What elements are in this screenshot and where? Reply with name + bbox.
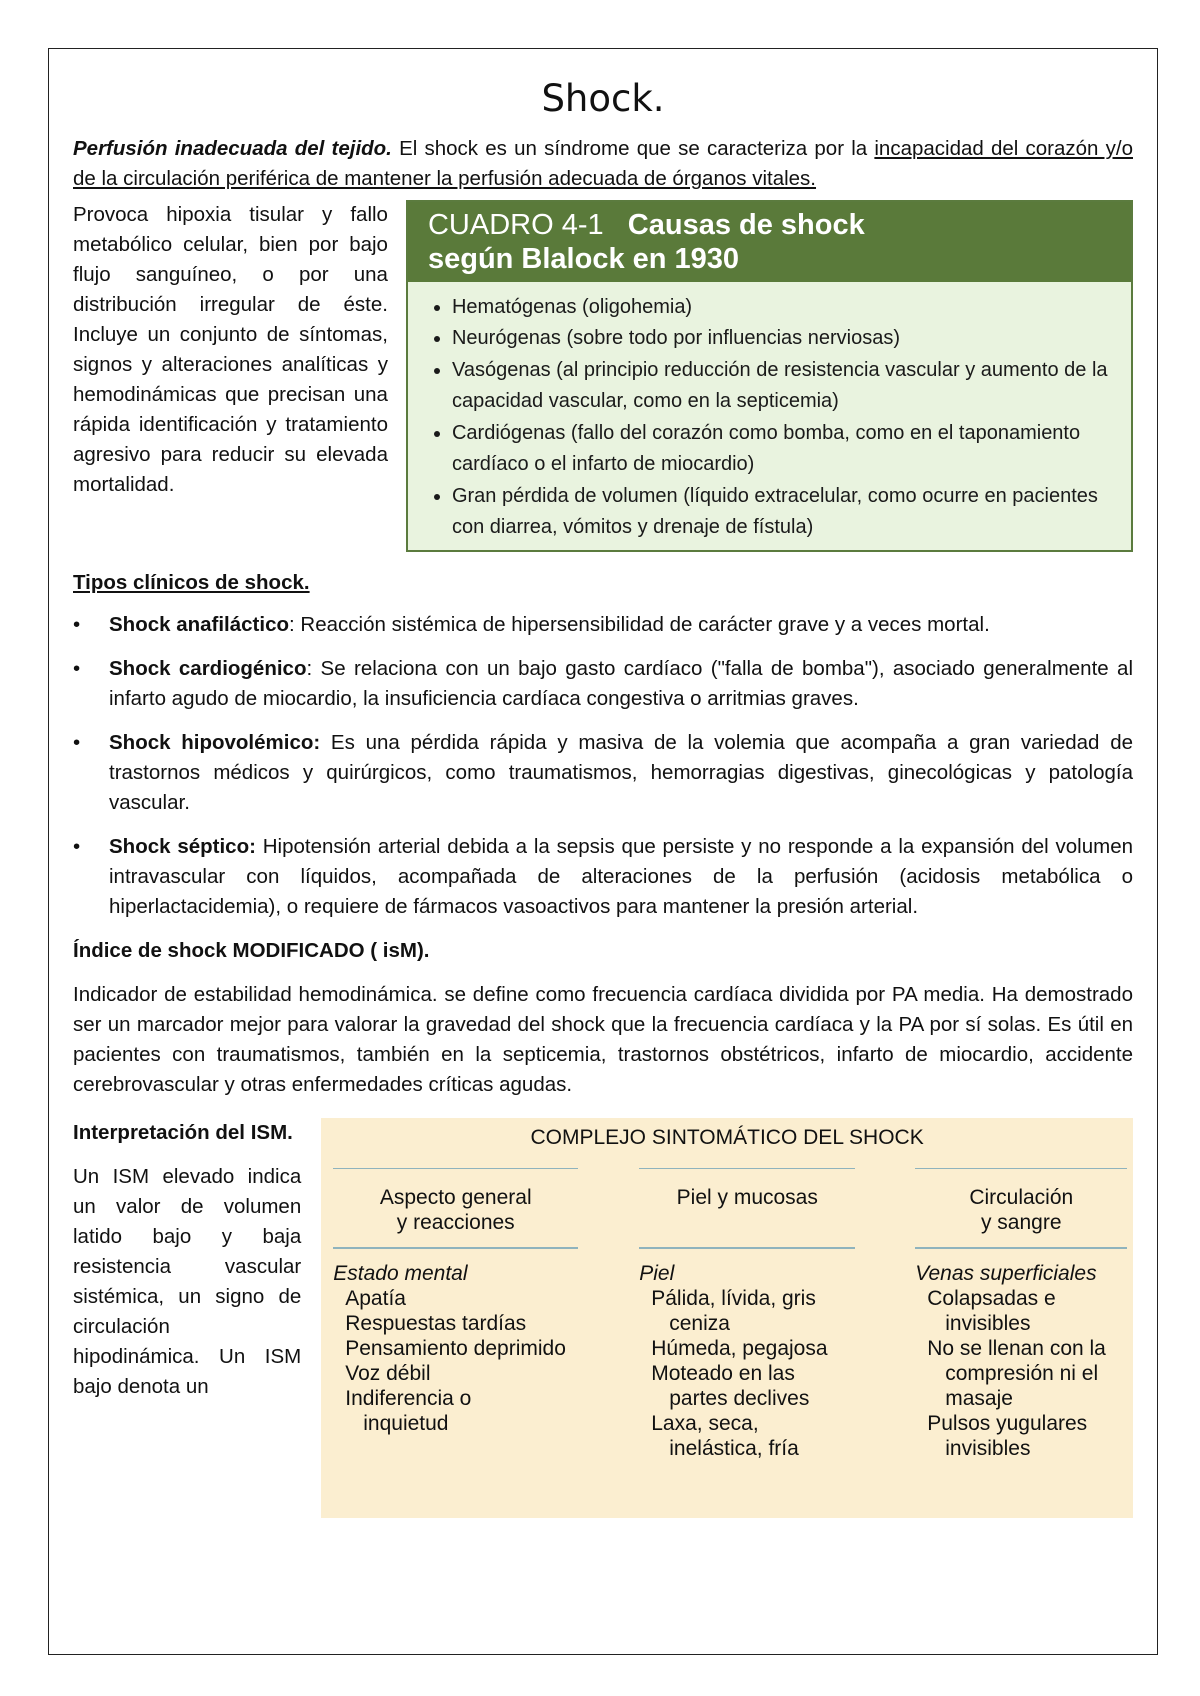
interpretation-row: [73, 1118, 1133, 1518]
symptom-line: Pálida, lívida, gris: [651, 1286, 816, 1310]
column-heading-line: Aspecto general: [379, 1186, 532, 1210]
symptom-line: Indiferencia o: [345, 1386, 472, 1410]
complejo-sintomatico-figure: [321, 1118, 1133, 1518]
category-label: Piel: [639, 1261, 675, 1285]
interpretation-heading: Interpretación del ISM.: [73, 1120, 293, 1144]
category-label: Estado mental: [333, 1261, 468, 1285]
bullet: •: [73, 730, 81, 754]
tipo-item: [73, 654, 1133, 714]
symptom-line: Moteado en las: [651, 1361, 795, 1385]
symptom-line: invisibles: [945, 1436, 1031, 1460]
interpretation-paragraph: Un ISM elevado indica un valor de volumen latido bajo y baja resistencia vascular sistémica, un signo de circulación hipodinámica. Un ISM bajo denota un: [73, 1164, 302, 1398]
tipo-text: : Se relaciona con un bajo gasto cardíaco ("falla de bomba"), asociado generalmente al infarto agudo de miocardio, la insuficiencia cardíaca congestiva o arritmias graves.: [109, 656, 1133, 710]
symptom-item: [639, 1286, 855, 1336]
complejo-column-circulacion: [915, 1168, 1127, 1461]
cuadro-title-line2: según Blalock en 1930: [427, 242, 740, 275]
symptom-item: Húmeda, pegajosa: [651, 1336, 828, 1360]
definition-row: [73, 200, 1133, 552]
cuadro-title: Causas de shock: [627, 208, 865, 241]
symptom-item: [915, 1286, 1127, 1336]
tipo-text: Hipotensión arterial debida a la sepsis que persiste y no responde a la expansión del volumen intravascular con líquidos, acompañada de alteraciones de la perfusión (acidosis metabólica o hiperlactacidemia), o requiere de fármacos vasoactivos para mantener la presión arterial.: [109, 834, 1134, 918]
intro-underlined-text: incapacidad del corazón y/o de la circulación periférica de mantener la perfusión adecuada de órganos vitales.: [73, 136, 1133, 190]
provoca-paragraph: Provoca hipoxia tisular y fallo metabólico celular, bien por bajo flujo sanguíneo, o por una distribución irregular de éste. Incluye un conjunto de síntomas, signos y alteraciones analíticas y hemodinámicas que precisan una rápida identificación y tratamiento agresivo para reducir su elevada mortalidad.: [73, 202, 388, 496]
intro-paragraph: [73, 134, 1133, 194]
column-heading-line: y sangre: [980, 1211, 1062, 1235]
ism-paragraph: Indicador de estabilidad hemodinámica. se define como frecuencia cardíaca dividida por PA media. Ha demostrado ser un marcador mejor para valorar la gravedad del shock que la frecuencia cardíaca y la PA por sí solas. Es útil en pacientes con traumatismos, también en la septicemia, trastornos obstétricos, infarto de miocardio, accidente cerebrovascular y otras enfermedades críticas agudas.: [73, 982, 1133, 1096]
symptom-line: inelástica, fría: [669, 1436, 799, 1460]
interpretation-column: [73, 1118, 301, 1518]
tipo-text: : Reacción sistémica de hipersensibilidad de carácter grave y a veces mortal.: [289, 612, 990, 636]
tipos-list: [73, 610, 1133, 922]
column-heading-line: Piel y mucosas: [676, 1186, 818, 1210]
column-heading: [333, 1169, 578, 1247]
category-label: Venas superficiales: [915, 1261, 1097, 1285]
symptom-line: masaje: [945, 1386, 1013, 1410]
symptom-item: [915, 1411, 1127, 1461]
symptom-line: Laxa, seca,: [651, 1411, 759, 1435]
cuadro-item: • Vasógenas (al principio reducción de resistencia vascular y aumento de la capacidad vascular, como en la septicemia): [452, 355, 1115, 418]
tipo-item: [73, 728, 1133, 818]
cuadro-item: • Gran pérdida de volumen (líquido extracelular, como ocurre en pacientes con diarrea, vómitos y drenaje de fístula): [452, 481, 1115, 544]
symptom-line: No se llenan con la: [927, 1336, 1106, 1360]
column-heading: [915, 1169, 1127, 1247]
cuadro-item: • Neurógenas (sobre todo por influencias nerviosas): [452, 323, 1115, 355]
divider: [333, 1247, 578, 1249]
column-heading-line: y reacciones: [396, 1211, 515, 1235]
document-title: Shock.: [541, 77, 665, 120]
tipo-term: Shock hipovolémico:: [109, 730, 321, 754]
symptom-item: [915, 1336, 1127, 1411]
bullet: •: [73, 612, 81, 636]
symptom-line: ceniza: [669, 1311, 730, 1335]
column-heading-line: [744, 1211, 750, 1234]
column-heading: [639, 1169, 855, 1247]
symptom-line: inquietud: [363, 1411, 449, 1435]
page-content: [73, 49, 1133, 1518]
column-heading-line: Circulación: [969, 1186, 1074, 1210]
symptom-line: partes declives: [669, 1386, 810, 1410]
symptom-item: Respuestas tardías: [345, 1311, 527, 1335]
cuadro-item: • Cardiógenas (fallo del corazón como bomba, como en el taponamiento cardíaco o el infarto de miocardio): [452, 418, 1115, 481]
symptom-item: [639, 1361, 855, 1411]
symptom-line: Pulsos yugulares: [927, 1411, 1088, 1435]
complejo-column-piel: [639, 1168, 855, 1461]
symptom-item: Apatía: [345, 1286, 406, 1310]
complejo-column-aspecto: [333, 1168, 578, 1436]
intro-lead: Perfusión inadecuada del tejido.: [73, 136, 392, 160]
bullet: •: [73, 834, 81, 858]
cuadro-code: CUADRO 4-1: [427, 208, 604, 241]
intro-text: El shock es un síndrome que se caracteriza por la: [391, 136, 875, 160]
bullet: •: [73, 656, 81, 680]
symptom-line: invisibles: [945, 1311, 1031, 1335]
cuadro-header: [408, 202, 1131, 282]
symptom-line: Colapsadas e: [927, 1286, 1056, 1310]
complejo-title: COMPLEJO SINTOMÁTICO DEL SHOCK: [530, 1125, 924, 1149]
divider: [639, 1247, 855, 1249]
tipo-term: Shock anafiláctico: [109, 612, 290, 636]
tipo-item: [73, 832, 1133, 922]
ism-heading: Índice de shock MODIFICADO ( isM).: [73, 938, 430, 962]
cuadro-item: • Hematógenas (oligohemia): [452, 292, 1115, 324]
divider: [915, 1247, 1127, 1249]
cuadro-causas-box: [406, 200, 1133, 552]
symptom-line: compresión ni el: [945, 1361, 1099, 1385]
tipo-term: Shock séptico:: [109, 834, 256, 858]
symptom-item: Pensamiento deprimido: [345, 1336, 566, 1360]
symptom-item: [639, 1411, 855, 1461]
symptom-item: Voz débil: [345, 1361, 431, 1385]
tipo-item: [73, 610, 1133, 640]
symptom-item: [333, 1386, 578, 1436]
tipo-term: Shock cardiogénico: [109, 656, 307, 680]
tipos-heading: Tipos clínicos de shock.: [73, 570, 310, 594]
tipo-text: Es una pérdida rápida y masiva de la volemia que acompaña a gran variedad de trastornos médicos y quirúrgicos, como traumatismos, hemorragias digestivas, ginecológicas y patología vascular.: [109, 730, 1133, 814]
document-page: [48, 48, 1158, 1655]
cuadro-list: [408, 282, 1131, 550]
